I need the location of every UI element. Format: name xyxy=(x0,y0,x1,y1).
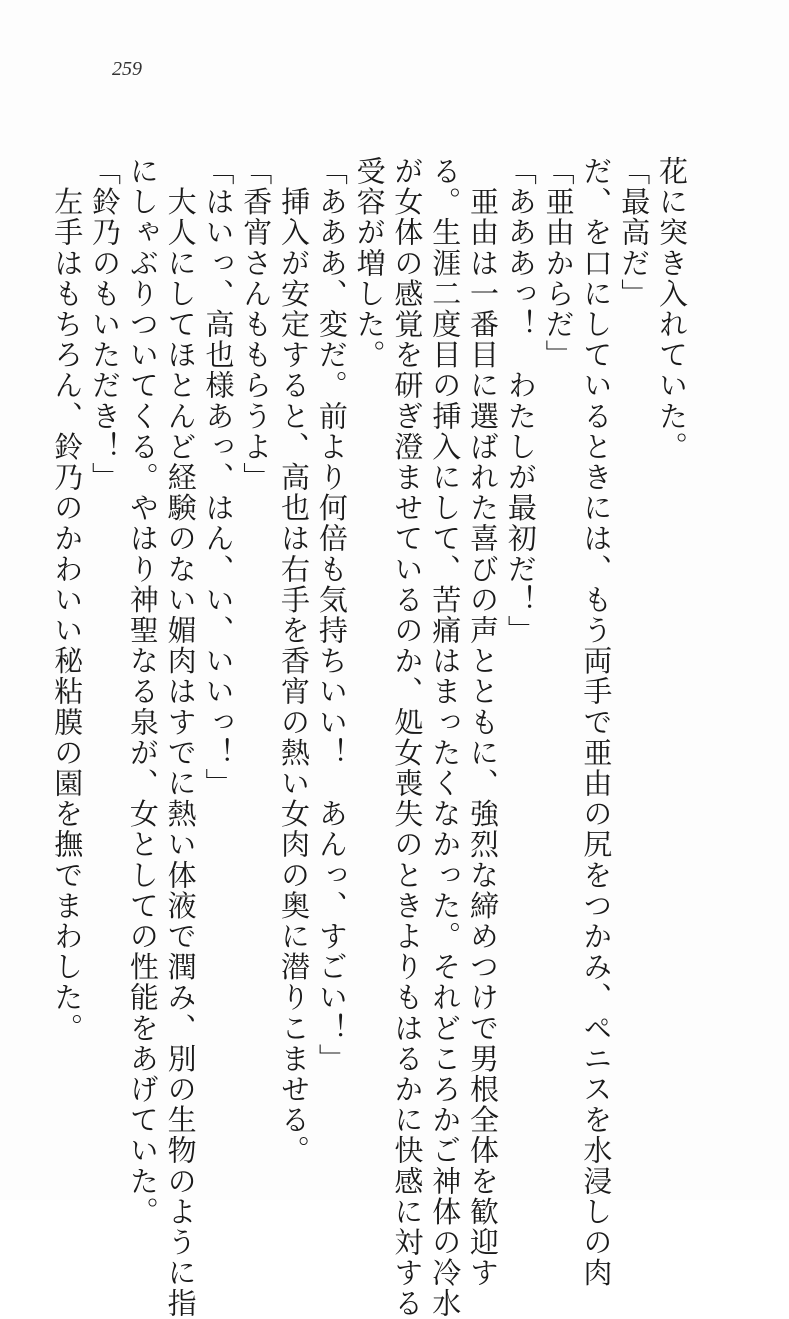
text-line: 「はいっ、高也様あっ、はん、い、いいっ！」 xyxy=(201,156,236,799)
text-line: る。生涯二度目の挿入にして、苦痛はまったくなかった。それどころかご神体の冷水 xyxy=(428,156,463,1319)
text-line: 左手はもちろん、鈴乃のかわいい秘粘膜の園を撫でまわした。 xyxy=(50,156,85,1044)
vertical-text-body xyxy=(47,156,690,1319)
text-line: 「あああ、変だ。前より何倍も気持ちいい！ あんっ、すごい！」 xyxy=(314,156,349,1074)
page-number: 259 xyxy=(112,58,142,80)
text-line: だ、を口にしているときには、もう両手で亜由の尻をつかみ、ペニスを水浸しの肉 xyxy=(579,156,614,1289)
text-line: が女体の感覚を研ぎ澄ませているのか、処女喪失のときよりもはるかに快感に対する xyxy=(390,156,425,1319)
text-line: 「あああっ！ わたしが最初だ！」 xyxy=(503,156,538,646)
text-line: 挿入が安定すると、高也は右手を香宵の熱い女肉の奥に潜りこませる。 xyxy=(277,156,312,1166)
text-line: にしゃぶりついてくる。やはり神聖なる泉が、女としての性能をあげていた。 xyxy=(125,156,160,1227)
text-line: 「鈴乃のもいただき！」 xyxy=(88,156,123,493)
text-line: 大人にしてほとんど経験のない媚肉はすでに熱い体液で潤み、別の生物のように指 xyxy=(163,156,198,1319)
text-line: 受容が増した。 xyxy=(352,156,387,371)
text-line: 「最高だ」 xyxy=(617,156,652,309)
text-line: 「亜由からだ」 xyxy=(541,156,576,371)
text-line: 花に突き入れていた。 xyxy=(655,156,689,462)
text-line: 亜由は一番目に選ばれた喜びの声とともに、強烈な締めつけで男根全体を歓迎す xyxy=(466,156,501,1289)
text-line: 「香宵さんももらうよ」 xyxy=(239,156,274,493)
